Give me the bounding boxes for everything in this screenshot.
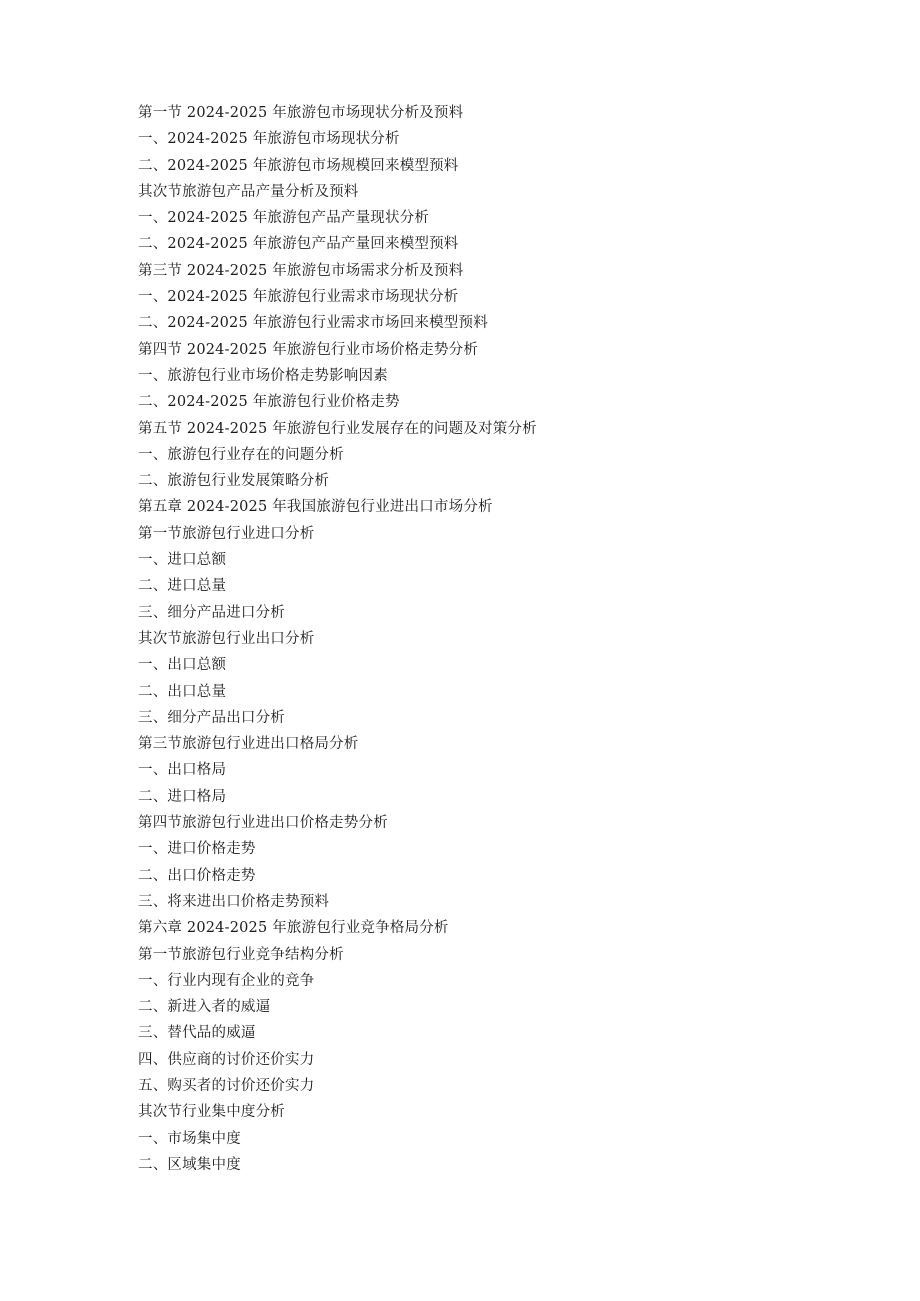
toc-line: 一、行业内现有企业的竞争 [138, 972, 315, 989]
toc-line: 第三节旅游包行业进出口格局分析 [138, 736, 359, 753]
toc-line: 四、供应商的讨价还价实力 [138, 1051, 315, 1068]
toc-line: 一、进口总额 [138, 552, 227, 569]
toc-line: 第一节 2024-2025 年旅游包市场现状分析及预料 [138, 105, 464, 121]
toc-line: 五、购买者的讨价还价实力 [138, 1077, 315, 1094]
toc-line: 二、2024-2025 年旅游包行业需求市场回来模型预料 [138, 315, 488, 332]
toc-line: 一、进口价格走势 [138, 841, 256, 858]
toc-line: 第三节 2024-2025 年旅游包市场需求分析及预料 [138, 262, 464, 279]
toc-line: 第六章 2024-2025 年旅游包行业竞争格局分析 [138, 920, 449, 937]
toc-line: 第五章 2024-2025 年我国旅游包行业进出口市场分析 [138, 499, 493, 516]
toc-line: 其次节旅游包产品产量分析及预料 [138, 183, 359, 200]
toc-line: 二、2024-2025 年旅游包行业价格走势 [138, 394, 400, 411]
toc-line: 第五节 2024-2025 年旅游包行业发展存在的问题及对策分析 [138, 420, 537, 437]
toc-line: 二、旅游包行业发展策略分析 [138, 473, 330, 490]
toc-line: 一、出口总额 [138, 657, 227, 674]
toc-line: 一、出口格局 [138, 762, 227, 779]
toc-line: 三、细分产品进口分析 [138, 604, 285, 621]
toc-line: 第四节 2024-2025 年旅游包行业市场价格走势分析 [138, 341, 479, 358]
toc-line: 其次节旅游包行业出口分析 [138, 630, 315, 647]
toc-line: 第四节旅游包行业进出口价格走势分析 [138, 815, 388, 832]
toc-line: 一、旅游包行业市场价格走势影响因素 [138, 367, 388, 384]
toc-line: 第一节旅游包行业竞争结构分析 [138, 946, 344, 963]
toc-line: 一、2024-2025 年旅游包行业需求市场现状分析 [138, 289, 459, 306]
toc-line: 三、细分产品出口分析 [138, 709, 285, 726]
toc-line: 一、2024-2025 年旅游包市场现状分析 [138, 131, 400, 148]
toc-line: 一、市场集中度 [138, 1130, 241, 1147]
toc-line: 二、新进入者的威逼 [138, 999, 271, 1016]
toc-line: 二、出口价格走势 [138, 867, 256, 884]
table-of-contents [138, 100, 858, 1178]
toc-line: 二、2024-2025 年旅游包市场规模回来模型预料 [138, 157, 459, 174]
toc-line: 其次节行业集中度分析 [138, 1104, 285, 1121]
toc-line: 二、进口总量 [138, 578, 227, 595]
toc-line: 二、进口格局 [138, 788, 227, 805]
toc-line: 一、旅游包行业存在的问题分析 [138, 446, 344, 463]
toc-line: 第一节旅游包行业进口分析 [138, 525, 315, 542]
toc-line: 一、2024-2025 年旅游包产品产量现状分析 [138, 210, 430, 227]
toc-line: 三、将来进出口价格走势预料 [138, 893, 330, 910]
toc-line: 二、区域集中度 [138, 1156, 241, 1173]
toc-line: 二、出口总量 [138, 683, 227, 700]
toc-line: 二、2024-2025 年旅游包产品产量回来模型预料 [138, 236, 459, 253]
toc-line: 三、替代品的威逼 [138, 1025, 256, 1042]
